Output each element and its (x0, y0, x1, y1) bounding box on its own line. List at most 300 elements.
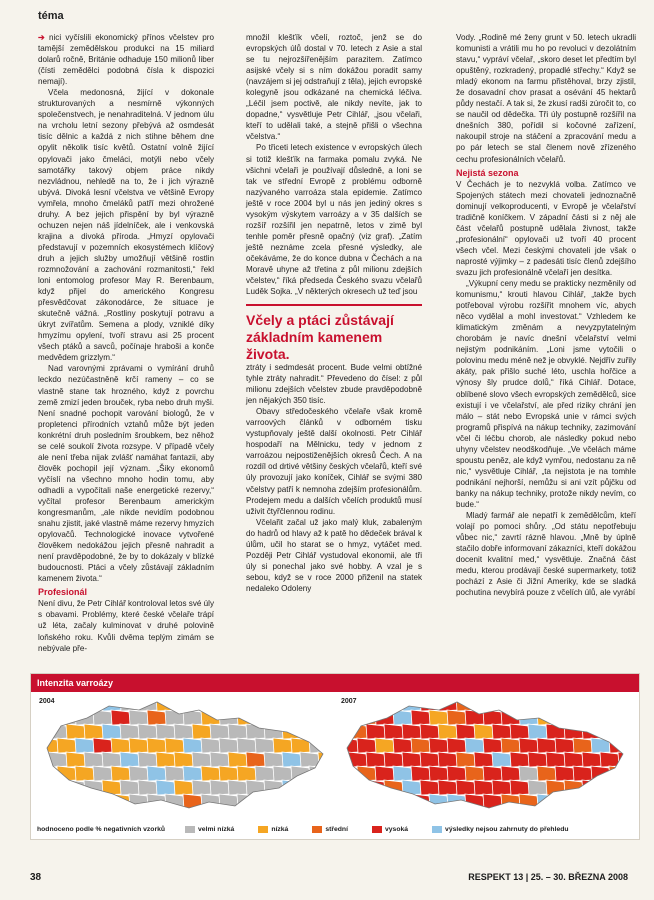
district-cell (384, 752, 404, 767)
paragraph: Obavy středočeského včelaře však kromě varroových článků v odborném tisku vystupňovaly ještě další okolnosti. Petr Cihlář hospodaří na Mělnicku, tedy v jednom z varroázou nejpostiženějších okresů Čech. A na rozdíl od drtivé většiny českých včelařů, kteří své úly provozují jako koníček, Cihlář se svými 380 včelstvy patří k nemnoha zdejším profesionálům. Prodejem medu a dalších včelích produktů musí uživit čtyřčlennou rodinu. (246, 407, 422, 516)
legend-item: výsledky nejsou zahrnuty do přehledu (432, 826, 569, 833)
district-cell (348, 696, 368, 711)
district-cell (528, 808, 548, 814)
paragraph: Mladý farmář ale nepatří k zemědělcům, kteří volají po pomoci shůry. „Od státu nepotřebuju vůbec nic,“ zavrtí rázně hlavou. „Mně by úplně stačilo dobře informovaní zákazníci, kteří dokážou docenit kvalitní med,“ vysvětluje. Značná část medu, kterou prodávají české supermarkety, totiž pochází z Asie či Jižní Ameriky, kde se sladká pochutina nevybírá pouze z včelích úlů, ale vyrábí (456, 511, 636, 598)
district-cell (165, 738, 185, 753)
district-cell (591, 794, 611, 809)
district-cell (201, 766, 221, 781)
district-cell (393, 766, 413, 781)
district-cell (165, 766, 185, 781)
district-cell (111, 738, 131, 753)
district-cell (357, 710, 377, 725)
article-column-3 (456, 32, 636, 598)
district-cell (228, 724, 248, 739)
district-cell (273, 794, 293, 809)
district-cell (57, 794, 77, 809)
district-cell (48, 780, 68, 795)
district-cell (147, 738, 167, 753)
district-cell (219, 766, 239, 781)
district-cell (510, 780, 530, 795)
paragraph: množil klešťík včelí, roztoč, jenž se do evropských úlů dostal v 70. letech z Asie a stal se tu nejrozšířenějším parazitem. Zatímco asijské včely si s ním dokážou poradit samy (navzájem si jej odstraňují z těla), jejich evropské kolegyně jsou odkázané na chemická léčiva. „Léčil jsem poctivě, ale nikdy nevíte, jak to dopadne,“ vysvětluje Petr Cihlář, „jsou včelaři, kteří to udělali také, a stejně přišli o všechna včelstva.“ (246, 33, 422, 142)
district-cell (402, 696, 422, 711)
district-cell (474, 696, 494, 711)
paragraph: Není divu, že Petr Cihlář kontroloval letos své úly s obavami. Problémy, které české včelaře trápí už léta, začaly kulminovat v druhé polovině loňského roku. Kvůli dvěma teplým zimám se nebývale pře- (38, 599, 214, 653)
district-cell (120, 752, 140, 767)
magazine-footer: RESPEKT 13 | 25. – 30. BŘEZNA 2008 (468, 872, 628, 882)
district-cell (174, 780, 194, 795)
district-cell (48, 808, 68, 814)
district-cell (375, 794, 395, 809)
district-cell (474, 752, 494, 767)
district-cell (120, 780, 140, 795)
district-cell (327, 794, 329, 809)
district-cell (627, 738, 629, 753)
district-cell (111, 766, 131, 781)
district-cell (438, 752, 458, 767)
district-cell (84, 696, 104, 711)
district-cell (600, 808, 620, 814)
district-cell (282, 752, 302, 767)
district-cell (102, 724, 122, 739)
district-cell (84, 752, 104, 767)
district-cell (402, 808, 422, 814)
district-cell (102, 808, 122, 814)
district-cell (618, 724, 629, 739)
district-cell (300, 724, 320, 739)
district-cell (492, 696, 512, 711)
district-cell (528, 724, 548, 739)
district-cell (192, 752, 212, 767)
district-cell (237, 738, 257, 753)
district-cell (39, 808, 50, 814)
district-cell (483, 738, 503, 753)
district-cell (93, 766, 113, 781)
district-cell (402, 780, 422, 795)
district-cell (465, 794, 485, 809)
district-cell (102, 696, 122, 711)
district-cell (339, 808, 350, 814)
district-cell (84, 808, 104, 814)
district-cell (192, 724, 212, 739)
district-cell (75, 710, 95, 725)
district-cell (147, 710, 167, 725)
district-cell (327, 738, 329, 753)
district-cell (183, 766, 203, 781)
district-cell (228, 752, 248, 767)
district-cell (366, 752, 386, 767)
district-cell (528, 752, 548, 767)
district-cell (555, 794, 575, 809)
district-cell (546, 780, 566, 795)
district-cell (456, 808, 476, 814)
legend-item: nízká (258, 826, 288, 833)
district-cell (102, 752, 122, 767)
district-cell (237, 766, 257, 781)
district-cell (147, 766, 167, 781)
district-cell (84, 724, 104, 739)
district-cell (300, 808, 320, 814)
map-2007 (339, 696, 629, 814)
district-cell (528, 696, 548, 711)
district-cell (282, 696, 302, 711)
district-cell (327, 710, 329, 725)
district-cell (93, 794, 113, 809)
district-cell (402, 752, 422, 767)
district-cell (84, 780, 104, 795)
map-year-left: 2004 (39, 698, 55, 705)
district-cell (528, 780, 548, 795)
district-cell (75, 766, 95, 781)
district-cell (210, 808, 230, 814)
district-cell (57, 738, 77, 753)
district-cell (492, 780, 512, 795)
district-cell (582, 780, 602, 795)
district-cell (138, 780, 158, 795)
district-cell (564, 752, 584, 767)
district-cell (309, 710, 329, 725)
legend-item: velmi nízká (185, 826, 234, 833)
district-cell (264, 696, 284, 711)
subheading: Profesionál (38, 587, 88, 598)
district-cell (357, 794, 377, 809)
paragraph: ➔ nici vyčíslili ekonomický přínos včelstev pro tamější zemědělskou produkci na 15 miliard dolarů ročně, Británie odhaduje 150 milionů liber (čísti zemědělci podobná čísla k dispozici nemají). (38, 33, 214, 87)
district-cell (210, 696, 230, 711)
district-cell (366, 724, 386, 739)
paragraph: Po třiceti letech existence v evropských úlech si totiž klešťík na farmaka pomalu zvyká. Ne všichni včelaři je používají důsledně, a loni se tak ve střední Evropě z problému odborně nazývaného varroáza stala epidemie. Zatímco ještě v roce 2004 byl u nás jen jediný okres s vysokým výskytem varroázy a v 35 dalších se rozšíř rozšířil jen nepatrně, letos v zimě byl tenhle poměr přesně opačný (viz graf). „Zatím ještě neznáme zcela přesné výsledky, ale očekáváme, že do konce dubna v Čechách a na Moravě uhyne až třetina z půl milionu zdejších včelstev,“ říká předseda Českého svazu včelařů Luděk Sojka. „V některých okresech už teď jsou (246, 143, 422, 297)
district-cell (339, 710, 359, 725)
district-cell (300, 696, 320, 711)
district-cell (348, 724, 368, 739)
district-cell (48, 696, 68, 711)
district-cell (129, 710, 149, 725)
district-cell (174, 696, 194, 711)
district-cell (438, 780, 458, 795)
district-cell (465, 766, 485, 781)
district-cell (228, 696, 248, 711)
district-cell (537, 738, 557, 753)
district-cell (255, 794, 275, 809)
district-cell (327, 766, 329, 781)
district-cell (447, 710, 467, 725)
district-cell (39, 794, 59, 809)
district-cell (600, 724, 620, 739)
district-cell (255, 710, 275, 725)
district-cell (420, 780, 440, 795)
district-cell (582, 752, 602, 767)
district-cell (555, 738, 575, 753)
district-cell (291, 794, 311, 809)
district-cell (66, 752, 86, 767)
district-cell (246, 752, 266, 767)
paragraph: Vody. „Rodině mé ženy grunt v 50. letech ukradli komunisti a vrátili mu ho po revoluci v dezolátním stavu,“ vypráví včelař, „skoro deset let předtím byl opuštěný, rozkradený, propadlé střechy.“ Když se mladý ekonom na farmu přistěhoval, brzy zjistil, že dosavadní chov prasat a osévání 45 hektarů půdy nestačí. A tak si, že zkusí radši zúročit to, co se naučil od dědečka. Tři úly postupně rozšířil na dnešních 380, pořídil si kočovné zařízení, nakoupil stroje na stáčení a zpracování medu a po pár letech se stal členem nově zřízeného cechu profesionálních včelařů. (456, 33, 636, 164)
district-cell (156, 724, 176, 739)
legend-item: vysoká (372, 826, 408, 833)
district-cell (375, 738, 395, 753)
district-cell (255, 766, 275, 781)
district-cell (366, 696, 386, 711)
district-cell (429, 794, 449, 809)
district-cell (438, 808, 458, 814)
arrow-icon: ➔ (38, 33, 49, 42)
district-cell (228, 780, 248, 795)
district-cell (318, 696, 329, 711)
district-cell (546, 752, 566, 767)
district-cell (411, 794, 431, 809)
district-cell (573, 738, 593, 753)
district-cell (546, 696, 566, 711)
district-cell (39, 780, 50, 795)
district-cell (393, 710, 413, 725)
district-cell (129, 766, 149, 781)
district-cell (246, 808, 266, 814)
district-cell (246, 780, 266, 795)
district-cell (366, 808, 386, 814)
district-cell (219, 710, 239, 725)
district-cell (156, 780, 176, 795)
district-cell (510, 808, 530, 814)
district-cell (174, 724, 194, 739)
district-cell (519, 794, 539, 809)
district-cell (237, 710, 257, 725)
district-cell (348, 780, 368, 795)
district-cell (201, 794, 221, 809)
district-cell (210, 724, 230, 739)
district-cell (564, 696, 584, 711)
district-cell (192, 696, 212, 711)
district-cell (174, 808, 194, 814)
district-cell (456, 752, 476, 767)
map-year-right: 2007 (341, 698, 357, 705)
district-cell (429, 766, 449, 781)
district-cell (291, 710, 311, 725)
district-cell (492, 752, 512, 767)
article-column-2-continued (246, 362, 422, 594)
district-cell (264, 780, 284, 795)
district-cell (300, 780, 320, 795)
district-cell (255, 738, 275, 753)
district-cell (282, 780, 302, 795)
district-cell (384, 724, 404, 739)
district-cell (339, 696, 350, 711)
district-cell (510, 752, 530, 767)
district-cell (537, 710, 557, 725)
varroa-map-infobox (30, 673, 640, 840)
district-cell (501, 794, 521, 809)
district-cell (510, 696, 530, 711)
district-cell (129, 738, 149, 753)
district-cell (420, 724, 440, 739)
legend-caption: hodnoceno podle % negativních vzorků (37, 826, 166, 833)
district-cell (609, 794, 629, 809)
district-cell (273, 738, 293, 753)
district-cell (564, 780, 584, 795)
district-cell (618, 780, 629, 795)
district-cell (246, 696, 266, 711)
district-cell (474, 724, 494, 739)
district-cell (201, 710, 221, 725)
district-cell (609, 710, 629, 725)
district-cell (318, 780, 329, 795)
district-cell (48, 724, 68, 739)
district-cell (438, 724, 458, 739)
district-cell (273, 710, 293, 725)
district-cell (573, 710, 593, 725)
district-cell (627, 794, 629, 809)
district-cell (39, 752, 50, 767)
paragraph: Včelařit začal už jako malý kluk, zabaleným do hadrů od hlavy až k patě ho dědeček brával k úlům, učil ho starat se o hmyz, vytáčet med. Později Petr Cihlář vystudoval ekonomii, ale tři úly si ponechal jako své hobby. A vzal je s sebou, když se v roce 2000 přiženil na statek nedaleko Odoleny (246, 517, 422, 593)
paragraph: „Výkupní ceny medu se prakticky nezměnily od komunismu,“ krouti hlavou Cihlář, „takže bych potřeboval výrobu rozšířit mnohem víc, abych něco vydělal a mohl investovat.“ Vzhledem ke klimatickým změnám a nevyzpytatelným chorobám je navíc dnešní včelařství velmi nejistým podnikáním. „Loni jsme vytočili o polovinu medu méně než je obvyklé. Nejdřív zuřily akáty, pak přišlo suché léto, uschla hořčice a výnosy šly prudce dolů,“ říká Cihlář. Dotace, oblíbené slovo všech evropských zemědělců, sice existují i ve včelařství, ale před riziky chrání jen málo – stát nebo Evropská unie v rámci svých programů přispívá na nákup techniky, zazimování včel či léčbu chorob, ale následky pokud nebo uhyny včelstev neodškodňuje. „Ve včelách máme spoustu peněz, ale když vymřou, nedostanu za ně nic,“ vysvětluje Cihlář, „ta nejistota je na tomhle podnikání nejhorší, nemůžu si ani vzít půjčku od banky na nákup techniky, protože nikdy nevím, co bude.“ (456, 279, 636, 509)
district-cell (501, 738, 521, 753)
district-cell (156, 752, 176, 767)
district-cell (66, 724, 86, 739)
district-cell (564, 808, 584, 814)
district-cell (600, 780, 620, 795)
district-cell (318, 724, 329, 739)
district-cell (39, 696, 50, 711)
district-cell (138, 808, 158, 814)
district-cell (183, 738, 203, 753)
district-cell (228, 808, 248, 814)
district-cell (501, 710, 521, 725)
article-column-1 (38, 32, 214, 654)
district-cell (165, 794, 185, 809)
district-cell (75, 738, 95, 753)
district-cell (519, 766, 539, 781)
district-cell (519, 710, 539, 725)
district-cell (219, 738, 239, 753)
district-cell (57, 710, 77, 725)
district-cell (411, 738, 431, 753)
district-cell (339, 794, 359, 809)
pull-quote (246, 304, 422, 363)
district-cell (582, 808, 602, 814)
district-cell (138, 724, 158, 739)
district-cell (339, 780, 350, 795)
infobox-title: Intenzita varroázy (31, 674, 639, 692)
map-2004 (39, 696, 329, 814)
district-cell (384, 780, 404, 795)
district-cell (75, 794, 95, 809)
district-cell (273, 766, 293, 781)
district-cell (339, 724, 350, 739)
subheading: Nejistá sezona (456, 167, 519, 178)
district-cell (492, 808, 512, 814)
district-cell (420, 752, 440, 767)
district-cell (573, 794, 593, 809)
district-cell (447, 766, 467, 781)
district-cell (519, 738, 539, 753)
map-legend (37, 826, 587, 833)
pull-quote-text: Včely a ptáci zůstávají základním kamenem života. (246, 312, 394, 362)
district-cell (210, 780, 230, 795)
district-cell (309, 766, 329, 781)
district-cell (474, 780, 494, 795)
district-cell (555, 766, 575, 781)
paragraph: Nad varovnými zprávami o vymírání druhů leckdo nezúčastněně krčí rameny – co se vlastně stane tak hrozného, když z povrchu země zmizí jeden brouček, ryba nebo druh myši. Není snadné pochopit varování biologů, že v propletenci přírodních vztahů může být jeden konkrétní druh posledním šroubkem, bez něhož se celé soukolí života rozsype. V případě včely ale není třeba nijak zvlášť namáhat fantazii, aby člověk pochopil její význam. „Šiky ekonomů vyčíslí na všechno mnoho hodin tomu, aby odhadli a vypočítali naše energetické rezervy,“ vyčítal profesor Berenbaum americkým kongresmanům, „ale nikde nevidím podobnou snahu zjistit, jaké vlastně máme rezervy hmyzích opylovačů. Technologické inovace vytvořené člověkem nedokážou jejich přesně nahradit a není pravděpodobné, že by to dokázaly v blízké budoucnosti. Ptáci a včely zůstávají základním kamenem života.“ (38, 364, 214, 584)
district-cell (618, 808, 629, 814)
district-cell (210, 752, 230, 767)
district-cell (411, 710, 431, 725)
district-cell (291, 766, 311, 781)
district-cell (339, 752, 350, 767)
district-cell (447, 738, 467, 753)
district-cell (456, 780, 476, 795)
district-cell (627, 710, 629, 725)
district-cell (420, 808, 440, 814)
district-cell (129, 794, 149, 809)
legend-item: střední (312, 826, 348, 833)
district-cell (492, 724, 512, 739)
district-cell (411, 766, 431, 781)
district-cell (282, 808, 302, 814)
district-cell (102, 780, 122, 795)
district-cell (573, 766, 593, 781)
district-cell (384, 696, 404, 711)
district-cell (375, 710, 395, 725)
article-column-2 (246, 32, 422, 297)
district-cell (291, 738, 311, 753)
district-cell (555, 710, 575, 725)
district-cell (474, 808, 494, 814)
district-cell (192, 808, 212, 814)
paragraph: ztráty i sedmdesát procent. Bude velmi obtížné tyhle ztráty nahradit.“ Převedeno do čísel: z půl milionu zdejších včelstev zbude pravděpodobně jen nějakých 350 tisíc. (246, 363, 422, 406)
paragraph: Včela medonosná, žijící v dokonale strukturovaných a nesmírně výkonných společenstvech, je nenahraditelná. V jednom úlu na vrcholu letní sezony přebývá až osmdesát tisíc dělnic a každá z nich stihne během dne opylit několik tisíc květů. Ostatní volně žijící opylovači jako čmeláci, motýli nebo včely samotářky takový objem práce nikdy nezvládnou, nehledě na to, že i jich výrazně ubývá. Divoká lesní včelstva ve většině Evropy vymřela, mnoho čmeláků patří mezi ohrožené druhy. A bez jejich přispění by byl výrazně ochuzen nejen náš jídelníček, ale i venkovská krajina a divoká příroda. „Hmyzí opylovači představují v pozemních ekosystémech klíčový druh a jejich služby umožňují většině rostlin rozmnožování a zachování rozmanitosti,“ řekl loni entomolog profesor May R. Berenbaum, když přijel do amerického Kongresu přesvědčovat zákonodárce, že situace je skutečně vážná. „Rostliny poskytují potravu a úkryt zvířatům. Semena a plody, vzniklé díky hmyzímu opylení, tvoří stravu asi 25 procent všech ptáků a savců, počínaje hraboši a konče medvědem grizzlym.“ (38, 88, 214, 363)
district-cell (618, 696, 629, 711)
district-cell (66, 808, 86, 814)
district-cell (348, 808, 368, 814)
district-cell (120, 808, 140, 814)
district-cell (546, 808, 566, 814)
district-cell (609, 766, 629, 781)
district-cell (138, 752, 158, 767)
district-cell (393, 794, 413, 809)
district-cell (501, 766, 521, 781)
page-number: 38 (30, 872, 42, 883)
district-cell (591, 710, 611, 725)
district-cell (264, 808, 284, 814)
district-cell (591, 738, 611, 753)
district-cell (111, 794, 131, 809)
district-cell (192, 780, 212, 795)
district-cell (429, 738, 449, 753)
district-cell (93, 738, 113, 753)
paragraph: V Čechách je to nezvyklá volba. Zatímco ve Spojených státech mezi chovateli jednoznačně dominují velkoproducenti, v Evropě je včelařství tradičně koníčkem. V západní části si z něj ale část včelařů postupně udělala živnost, takže „profesionální“ opylovači už tvoří 40 procent všech včel. Mezi českými chovateli jde však o naprosté výjimky – z padesáti tisíc členů zdejšího svazu jich profesionálně včelaří jen desítka. (456, 179, 636, 277)
district-cell (627, 766, 629, 781)
district-cell (93, 710, 113, 725)
district-cell (39, 710, 59, 725)
district-cell (465, 738, 485, 753)
district-cell (39, 724, 50, 739)
district-cell (120, 724, 140, 739)
district-cell (156, 808, 176, 814)
district-cell (66, 696, 86, 711)
district-cell (582, 696, 602, 711)
district-cell (201, 738, 221, 753)
district-cell (402, 724, 422, 739)
district-cell (483, 766, 503, 781)
section-tag: téma (38, 10, 64, 22)
district-cell (600, 696, 620, 711)
district-cell (357, 738, 377, 753)
district-cell (264, 752, 284, 767)
district-cell (456, 724, 476, 739)
district-cell (219, 794, 239, 809)
district-cell (375, 766, 395, 781)
district-cell (537, 766, 557, 781)
district-cell (318, 808, 329, 814)
district-cell (309, 794, 329, 809)
district-cell (429, 710, 449, 725)
